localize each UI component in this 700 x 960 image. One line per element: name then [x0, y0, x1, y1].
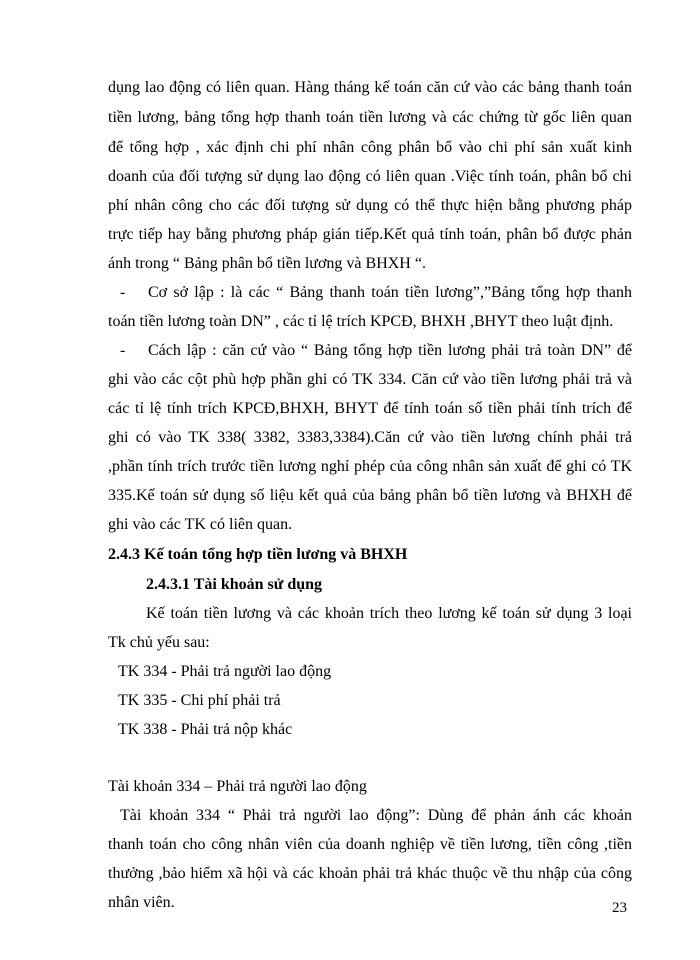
last-paragraph-line: nhân viên. [108, 894, 175, 911]
intro-line: Tk chủ yếu sau: [108, 634, 210, 651]
bullet-2-line: ghi vào các TK có liên quan. [108, 516, 293, 533]
account-item: TK 334 - Phải trả người lao động [118, 663, 332, 680]
page-number: 23 [612, 900, 627, 916]
section-title: Tài khoản 334 – Phải trả người lao động [108, 778, 367, 795]
bullet-2-line: ghi có vào TK 338( 3382, 3383,3384).Căn cứ vào tiền lương chính phải trả [108, 429, 632, 446]
bullet-2-line: Cách lập : căn cứ vào “ Bảng tổng hợp tiền lương phải trả toàn DN” để [148, 342, 632, 359]
heading-2-4-3-1: 2.4.3.1 Tài khoản sử dụng [146, 576, 323, 593]
intro-line: Kế toán tiền lương và các khoản trích theo lương kế toán sử dụng 3 loại [146, 605, 632, 622]
bullet-1-marker: - [120, 284, 126, 301]
paragraph-1-line: phí nhân công cho các đối tượng sử dụng có thể thực hiện bằng phương pháp [108, 197, 632, 214]
heading-2-4-3: 2.4.3 Kế toán tổng hợp tiền lương và BHXH [108, 546, 408, 563]
bullet-2-line: 335.Kế toán sử dụng số liệu kết quả của bảng phân bổ tiền lương và BHXH để [108, 487, 632, 504]
bullet-2-marker: - [120, 342, 126, 359]
paragraph-1-line: tiền lương, bảng tổng hợp thanh toán tiền lương và các chứng từ gốc liên quan [108, 109, 632, 126]
last-paragraph-line: thưởng ,bảo hiểm xã hội và các khoản phải trả khác thuộc về thu nhập của công [108, 865, 632, 882]
account-item: TK 338 - Phải trả nộp khác [118, 721, 293, 738]
paragraph-1-line: dụng lao động có liên quan. Hàng tháng kế toán căn cứ vào các bảng thanh toán [108, 79, 632, 96]
bullet-1-line: Cơ sở lập : là các “ Bảng thanh toán tiền lương”,”Bảng tổng hợp thanh [148, 284, 632, 301]
last-paragraph-line: thanh toán cho công nhân viên của doanh nghiệp về tiền lương, tiền công ,tiền [108, 836, 632, 853]
account-item: TK 335 - Chi phí phải trả [118, 692, 281, 709]
last-paragraph-line: Tài khoản 334 “ Phải trả người lao động”: Dùng để phản ánh các khoản [120, 807, 632, 824]
bullet-2-line: các tỉ lệ tính trích KPCĐ,BHXH, BHYT để tính toán số tiền phải tính trích để [108, 400, 632, 417]
paragraph-1-line: để tổng hợp , xác định chi phí nhân công phân bổ vào chi phí sản xuất kinh [108, 139, 632, 156]
bullet-1-line: toán tiền lương toàn DN” , các tỉ lệ trích KPCĐ, BHXH ,BHYT theo luật định. [108, 313, 614, 330]
bullet-2-line: ,phần tính trích trước tiền lương nghỉ phép của công nhân sản xuất để ghi có TK [108, 458, 632, 475]
paragraph-1-line: doanh của đối tượng sử dụng lao động có liên quan .Việc tính toán, phân bổ chi [108, 168, 632, 185]
paragraph-1-line: trực tiếp hay bằng phương pháp gián tiếp.Kết quả tính toán, phân bổ được phản [108, 226, 632, 243]
bullet-2-line: ghi vào các cột phù hợp phần ghi có TK 334. Căn cứ vào tiền lương phải trả và [108, 371, 632, 388]
paragraph-1-line: ánh trong “ Bảng phân bổ tiền lương và BHXH “. [108, 255, 426, 272]
